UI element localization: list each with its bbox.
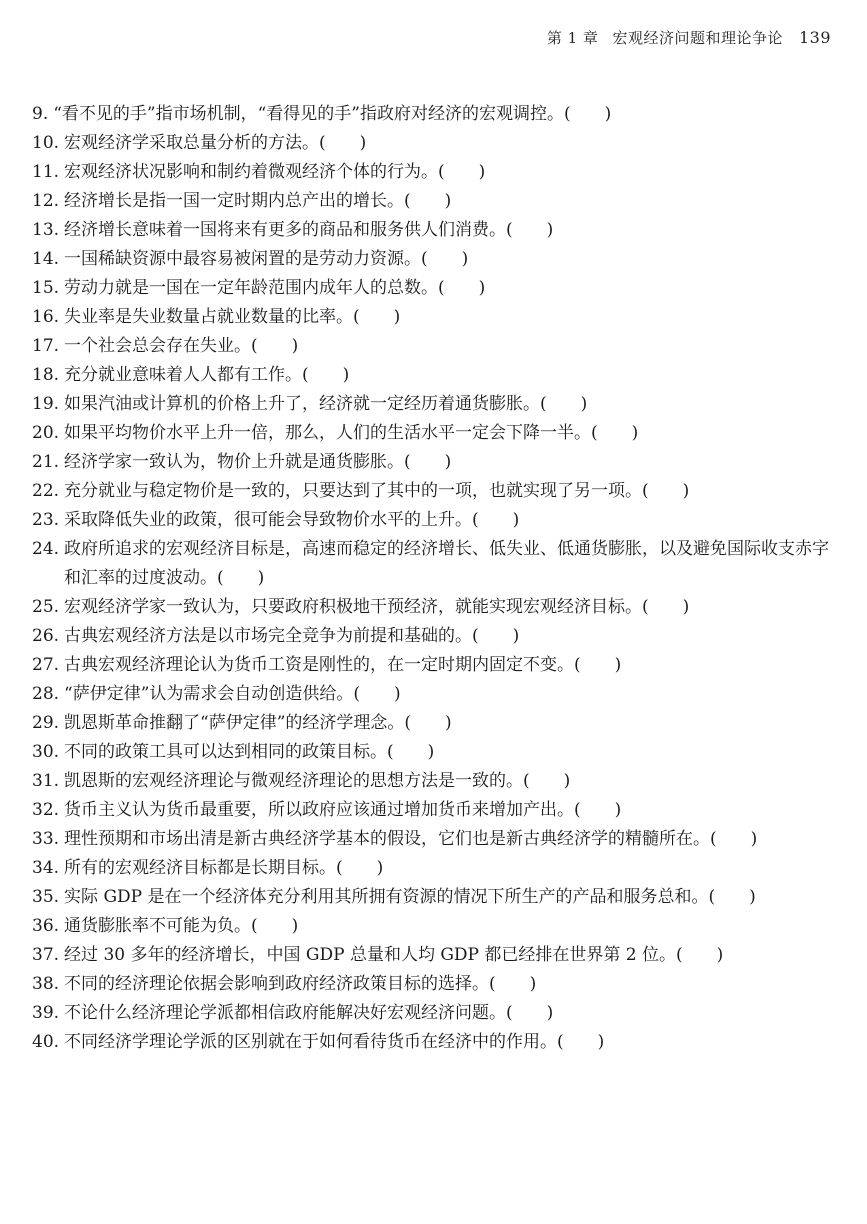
question-item bbox=[32, 100, 832, 129]
question-item bbox=[32, 129, 832, 158]
question-item bbox=[32, 187, 832, 216]
question-text: 一国稀缺资源中最容易被闲置的是劳动力资源。( ) bbox=[64, 249, 469, 269]
question-number: 25. bbox=[32, 597, 60, 617]
question-item bbox=[32, 680, 832, 709]
question-text: 古典宏观经济方法是以市场完全竞争为前提和基础的。( ) bbox=[64, 626, 520, 646]
question-number: 39. bbox=[32, 1003, 60, 1023]
question-number: 27. bbox=[32, 655, 60, 675]
chapter-title: 宏观经济问题和理论争论 bbox=[612, 29, 783, 47]
question-item bbox=[32, 709, 832, 738]
question-number: 37. bbox=[32, 945, 60, 965]
question-item bbox=[32, 970, 832, 999]
question-item bbox=[32, 245, 832, 274]
question-number: 38. bbox=[32, 974, 60, 994]
question-text: 不同经济学理论学派的区别就在于如何看待货币在经济中的作用。( ) bbox=[64, 1032, 605, 1052]
question-text: “萨伊定律”认为需求会自动创造供给。( ) bbox=[64, 684, 401, 704]
question-item bbox=[32, 448, 832, 477]
question-number: 18. bbox=[32, 365, 60, 385]
question-text: 实际 GDP 是在一个经济体充分利用其所拥有资源的情况下所生产的产品和服务总和。( ) bbox=[64, 887, 756, 907]
question-text: 一个社会总会存在失业。( ) bbox=[64, 336, 299, 356]
question-item bbox=[32, 158, 832, 187]
question-number: 12. bbox=[32, 191, 60, 211]
question-number: 36. bbox=[32, 916, 60, 936]
question-number: 40. bbox=[32, 1032, 60, 1052]
question-item bbox=[32, 274, 832, 303]
question-item bbox=[32, 651, 832, 680]
question-list bbox=[32, 100, 832, 1057]
question-text: 古典宏观经济理论认为货币工资是刚性的，在一定时期内固定不变。( ) bbox=[64, 655, 622, 675]
question-text: 经济增长是指一国一定时期内总产出的增长。( ) bbox=[64, 191, 452, 211]
question-item bbox=[32, 796, 832, 825]
question-text: 所有的宏观经济目标都是长期目标。( ) bbox=[64, 858, 384, 878]
question-text: 凯恩斯革命推翻了“萨伊定律”的经济学理念。( ) bbox=[64, 713, 452, 733]
question-item bbox=[32, 622, 832, 651]
question-text: 如果汽油或计算机的价格上升了，经济就一定经历着通货膨胀。( ) bbox=[64, 394, 588, 414]
question-number: 28. bbox=[32, 684, 60, 704]
question-text: 经济学家一致认为，物价上升就是通货膨胀。( ) bbox=[64, 452, 452, 472]
question-item bbox=[32, 361, 832, 390]
question-item bbox=[32, 593, 832, 622]
question-number: 24. bbox=[32, 539, 60, 559]
question-text: 通货膨胀率不可能为负。( ) bbox=[64, 916, 299, 936]
question-item bbox=[32, 912, 832, 941]
question-text: 宏观经济学采取总量分析的方法。( ) bbox=[64, 133, 367, 153]
question-number: 22. bbox=[32, 481, 60, 501]
question-number: 21. bbox=[32, 452, 60, 472]
question-item bbox=[32, 506, 832, 535]
question-text: 货币主义认为货币最重要，所以政府应该通过增加货币来增加产出。( ) bbox=[64, 800, 622, 820]
question-text: 理性预期和市场出清是新古典经济学基本的假设，它们也是新古典经济学的精髓所在。( ) bbox=[64, 829, 758, 849]
question-number: 31. bbox=[32, 771, 60, 791]
question-item bbox=[32, 477, 832, 506]
question-text: “看不见的手”指市场机制，“看得见的手”指政府对经济的宏观调控。( ) bbox=[53, 104, 612, 124]
question-item bbox=[32, 883, 832, 912]
question-number: 14. bbox=[32, 249, 60, 269]
question-number: 29. bbox=[32, 713, 60, 733]
question-text: 不同的经济理论依据会影响到政府经济政策目标的选择。( ) bbox=[64, 974, 537, 994]
page-number: 139 bbox=[798, 28, 831, 47]
question-number: 34. bbox=[32, 858, 60, 878]
question-number: 19. bbox=[32, 394, 60, 414]
question-number: 16. bbox=[32, 307, 60, 327]
question-item bbox=[32, 1028, 832, 1057]
question-item bbox=[32, 854, 832, 883]
page-header bbox=[547, 27, 831, 48]
question-number: 30. bbox=[32, 742, 60, 762]
question-number: 13. bbox=[32, 220, 60, 240]
question-text: 宏观经济状况影响和制约着微观经济个体的行为。( ) bbox=[64, 162, 486, 182]
question-item bbox=[32, 767, 832, 796]
question-text: 凯恩斯的宏观经济理论与微观经济理论的思想方法是一致的。( ) bbox=[64, 771, 571, 791]
chapter-label: 第 1 章 bbox=[546, 29, 599, 47]
question-item bbox=[32, 999, 832, 1028]
question-number: 32. bbox=[32, 800, 60, 820]
question-item bbox=[32, 738, 832, 767]
question-number: 17. bbox=[32, 336, 60, 356]
question-item bbox=[32, 216, 832, 245]
question-number: 9. bbox=[32, 104, 49, 124]
question-text: 政府所追求的宏观经济目标是，高速而稳定的经济增长、低失业、低通货膨胀，以及避免国际收支赤字和汇率的过度波动。( ) bbox=[64, 539, 830, 588]
question-text: 经过 30 多年的经济增长，中国 GDP 总量和人均 GDP 都已经排在世界第 2 位。( ) bbox=[64, 945, 724, 965]
question-number: 15. bbox=[32, 278, 60, 298]
question-number: 33. bbox=[32, 829, 60, 849]
question-item bbox=[32, 303, 832, 332]
question-text: 采取降低失业的政策，很可能会导致物价水平的上升。( ) bbox=[64, 510, 520, 530]
question-item bbox=[32, 825, 832, 854]
question-item bbox=[32, 390, 832, 419]
question-number: 10. bbox=[32, 133, 60, 153]
question-text: 失业率是失业数量占就业数量的比率。( ) bbox=[64, 307, 401, 327]
question-text: 经济增长意味着一国将来有更多的商品和服务供人们消费。( ) bbox=[64, 220, 554, 240]
question-number: 11. bbox=[32, 162, 60, 182]
question-text: 如果平均物价水平上升一倍，那么，人们的生活水平一定会下降一半。( ) bbox=[64, 423, 639, 443]
question-text: 充分就业与稳定物价是一致的，只要达到了其中的一项，也就实现了另一项。( ) bbox=[64, 481, 690, 501]
question-text: 宏观经济学家一致认为，只要政府积极地干预经济，就能实现宏观经济目标。( ) bbox=[64, 597, 690, 617]
question-text: 充分就业意味着人人都有工作。( ) bbox=[64, 365, 350, 385]
question-number: 35. bbox=[32, 887, 60, 907]
question-text: 不同的政策工具可以达到相同的政策目标。( ) bbox=[64, 742, 435, 762]
question-number: 26. bbox=[32, 626, 60, 646]
question-number: 23. bbox=[32, 510, 60, 530]
question-number: 20. bbox=[32, 423, 60, 443]
question-text: 不论什么经济理论学派都相信政府能解决好宏观经济问题。( ) bbox=[64, 1003, 554, 1023]
question-item bbox=[32, 332, 832, 361]
question-item bbox=[32, 535, 832, 593]
question-item bbox=[32, 941, 832, 970]
question-text: 劳动力就是一国在一定年龄范围内成年人的总数。( ) bbox=[64, 278, 486, 298]
question-item bbox=[32, 419, 832, 448]
